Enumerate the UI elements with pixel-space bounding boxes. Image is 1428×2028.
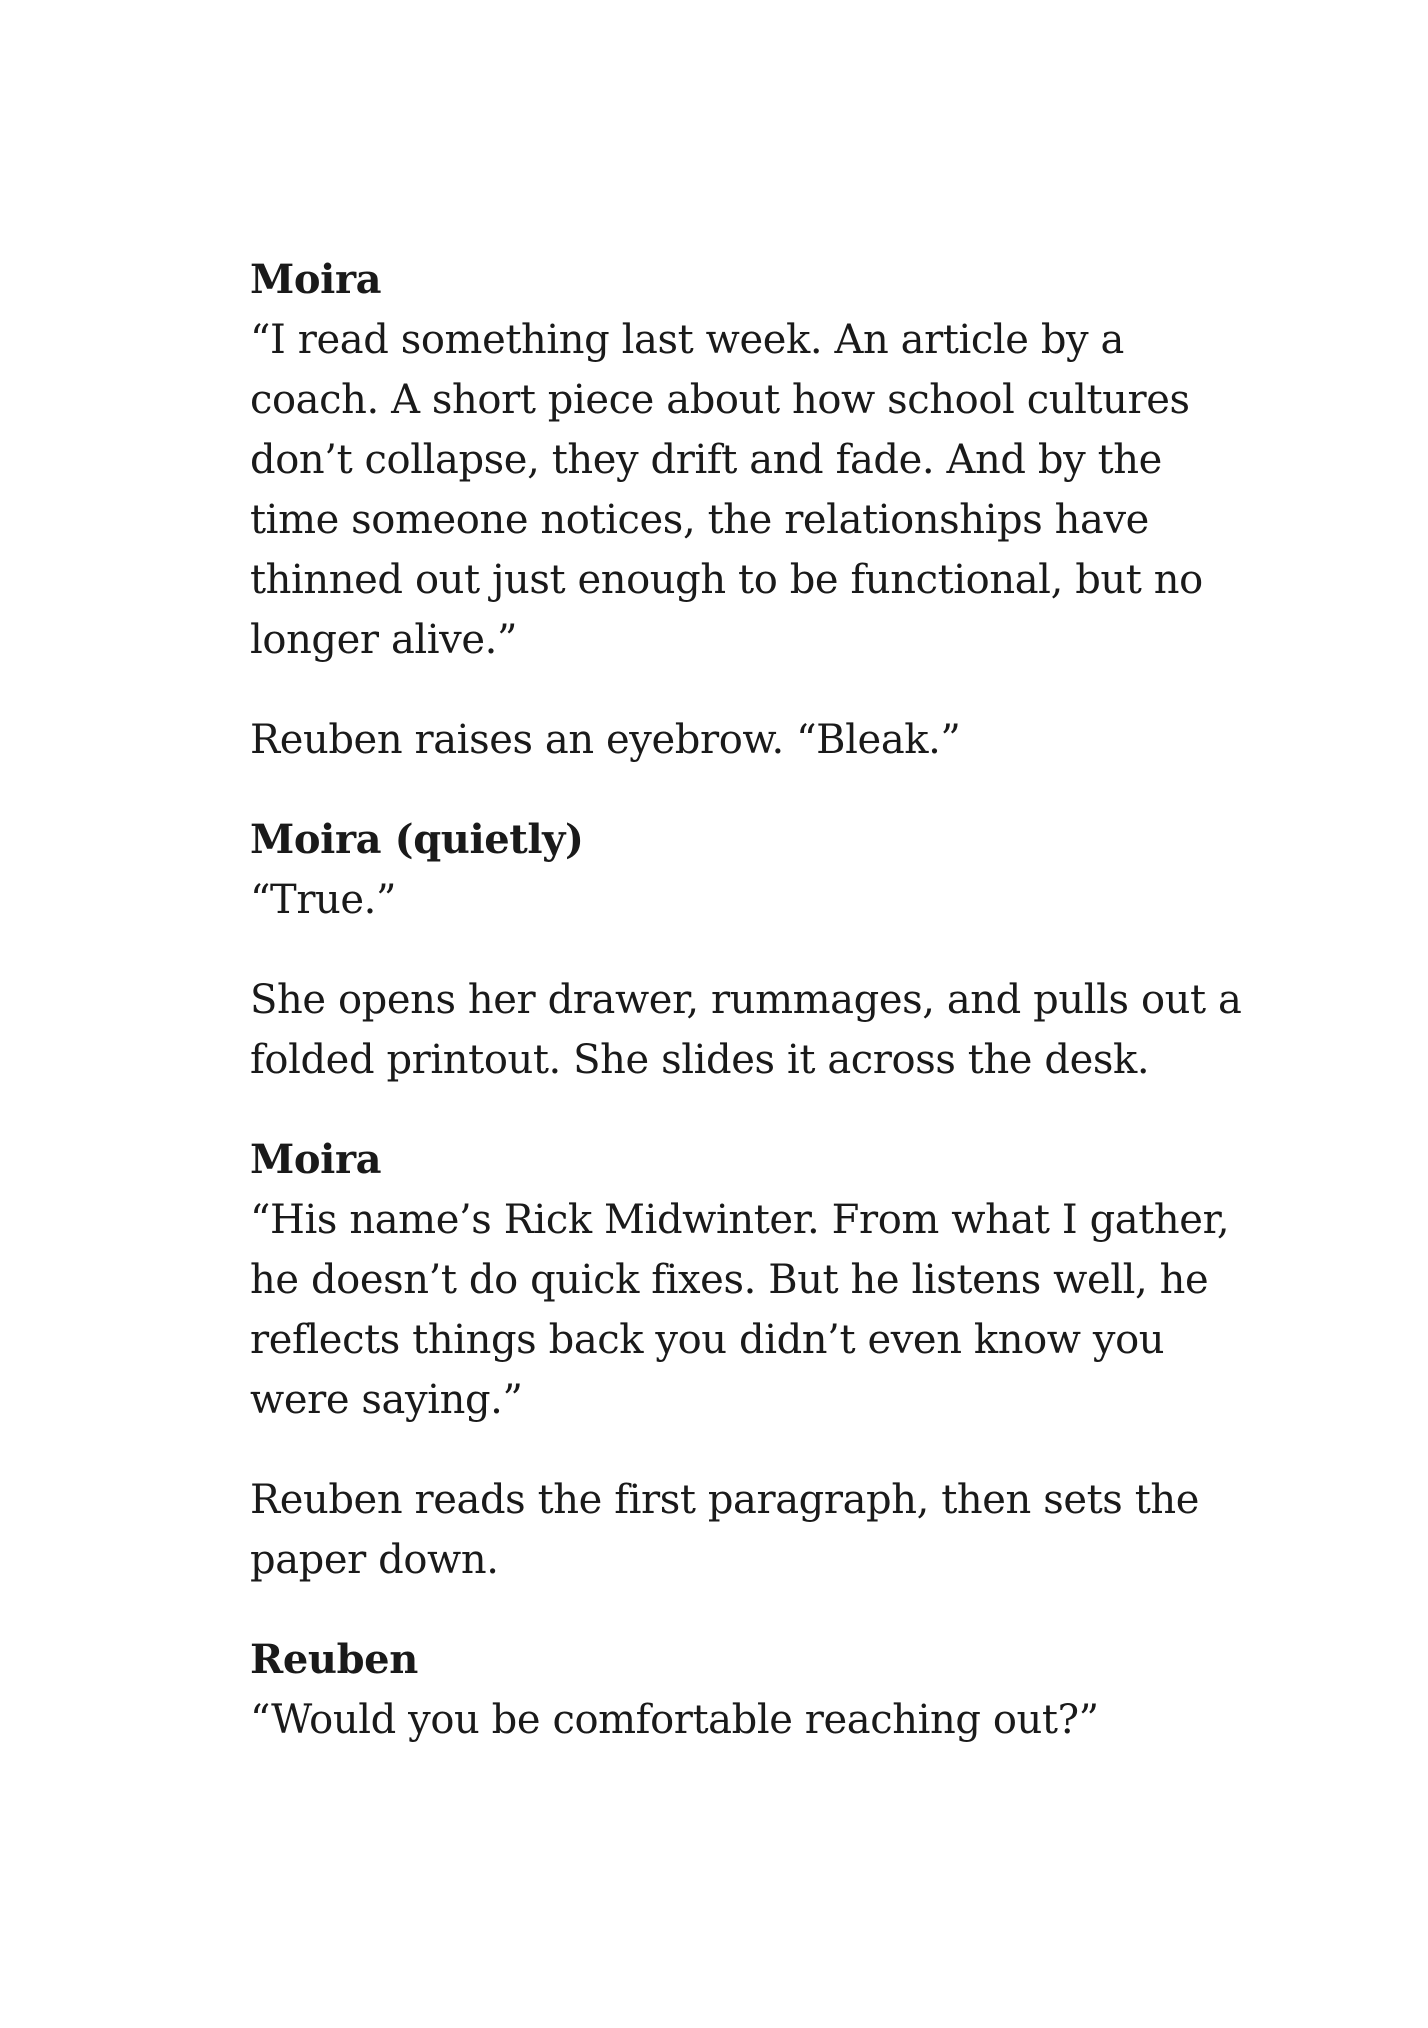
action-block-reuben-eyebrow (250, 710, 1250, 770)
script-page (250, 250, 1250, 1790)
dialogue-line: thinned out just enough to be functional, but no (250, 557, 1203, 603)
speaker-name: Moira (250, 1136, 382, 1183)
action-line: Reuben reads the first paragraph, then sets the (250, 1477, 1200, 1523)
action-block-reads (250, 1470, 1250, 1590)
dialogue-line: were saying.” (250, 1377, 523, 1423)
dialogue-block-moira-quietly (250, 810, 1250, 930)
dialogue-line: he doesn’t do quick fixes. But he listens well, he (250, 1257, 1209, 1303)
speaker-name: Reuben (250, 1636, 418, 1683)
dialogue-block-moira-2 (250, 1130, 1250, 1430)
dialogue-line: “True.” (250, 877, 397, 923)
dialogue-line: time someone notices, the relationships have (250, 497, 1149, 543)
action-line: folded printout. She slides it across the desk. (250, 1037, 1150, 1083)
dialogue-line: reflects things back you didn’t even know you (250, 1317, 1165, 1363)
action-line: She opens her drawer, rummages, and pulls out a (250, 977, 1242, 1023)
dialogue-line: longer alive.” (250, 617, 518, 663)
dialogue-block-moira-1 (250, 250, 1250, 670)
speaker-name: Moira (quietly) (250, 816, 584, 863)
action-line: paper down. (250, 1537, 499, 1583)
dialogue-line: “His name’s Rick Midwinter. From what I gather, (250, 1197, 1230, 1243)
dialogue-line: coach. A short piece about how school cultures (250, 377, 1190, 423)
action-block-drawer (250, 970, 1250, 1090)
dialogue-line: “Would you be comfortable reaching out?” (250, 1697, 1099, 1743)
speaker-name: Moira (250, 256, 382, 303)
dialogue-line: don’t collapse, they drift and fade. And by the (250, 437, 1162, 483)
dialogue-block-reuben (250, 1630, 1250, 1750)
dialogue-line: “I read something last week. An article by a (250, 317, 1125, 363)
action-line: Reuben raises an eyebrow. “Bleak.” (250, 717, 961, 763)
